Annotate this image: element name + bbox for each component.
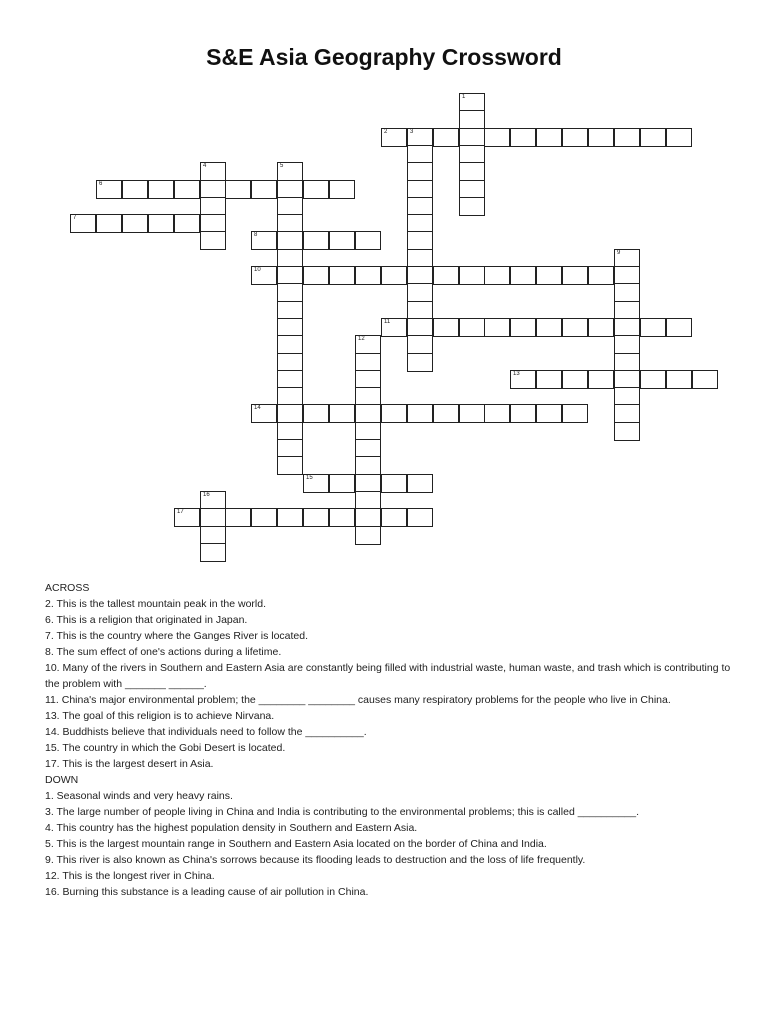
- page-title: S&E Asia Geography Crossword: [206, 44, 562, 70]
- across-clue: 14. Buddhists believe that individuals need to follow the __________.: [45, 726, 367, 738]
- grid-cell[interactable]: [381, 318, 407, 337]
- grid-cell[interactable]: [459, 162, 485, 181]
- grid-cell[interactable]: [614, 422, 640, 441]
- down-clue: 12. This is the longest river in China.: [45, 870, 215, 882]
- across-clue: 6. This is a religion that originated in Japan.: [45, 614, 248, 626]
- grid-cell[interactable]: [407, 474, 433, 493]
- grid-cell[interactable]: [355, 508, 381, 527]
- grid-cell[interactable]: [329, 508, 355, 527]
- grid-cell[interactable]: [329, 266, 355, 285]
- grid-cell[interactable]: [407, 353, 433, 372]
- grid-cell[interactable]: [407, 404, 433, 423]
- grid-cell[interactable]: [303, 180, 329, 199]
- grid-cell[interactable]: [174, 180, 200, 199]
- grid-cell[interactable]: [303, 508, 329, 527]
- grid-cell[interactable]: [536, 318, 562, 337]
- grid-cell[interactable]: [381, 474, 407, 493]
- grid-cell[interactable]: [277, 283, 303, 302]
- clue-number: 6: [99, 181, 103, 187]
- grid-cell[interactable]: [588, 128, 614, 147]
- grid-cell[interactable]: [96, 214, 122, 233]
- grid-cell[interactable]: [536, 404, 562, 423]
- grid-cell[interactable]: [277, 456, 303, 475]
- grid-cell[interactable]: [355, 266, 381, 285]
- clue-number: 1: [462, 94, 466, 100]
- across-clue: 17. This is the largest desert in Asia.: [45, 758, 214, 770]
- grid-cell[interactable]: [381, 266, 407, 285]
- grid-cell[interactable]: [225, 180, 251, 199]
- grid-cell[interactable]: [355, 456, 381, 475]
- across-heading: ACROSS: [45, 582, 90, 594]
- grid-cell[interactable]: [433, 318, 459, 337]
- grid-cell[interactable]: [614, 335, 640, 354]
- grid-cell[interactable]: [251, 231, 277, 250]
- grid-cell[interactable]: [459, 197, 485, 216]
- grid-cell[interactable]: [251, 508, 277, 527]
- grid-cell[interactable]: [484, 404, 510, 423]
- grid-cell[interactable]: [277, 404, 303, 423]
- grid-cell[interactable]: [484, 318, 510, 337]
- grid-cell[interactable]: [407, 508, 433, 527]
- clue-number: 13: [513, 371, 520, 377]
- grid-cell[interactable]: [329, 474, 355, 493]
- grid-cell[interactable]: [122, 180, 148, 199]
- grid-cell[interactable]: [459, 404, 485, 423]
- grid-cell[interactable]: [277, 508, 303, 527]
- grid-cell[interactable]: [562, 404, 588, 423]
- clue-number: 9: [617, 250, 621, 256]
- across-clue: 10. Many of the rivers in Southern and Eastern Asia are constantly being filled with industrial waste, human waste, and trash which is contributing to the problem with _______ ______.: [45, 662, 731, 690]
- grid-cell[interactable]: [588, 266, 614, 285]
- grid-cell[interactable]: [148, 180, 174, 199]
- grid-cell[interactable]: [70, 214, 96, 233]
- down-clue: 3. The large number of people living in China and India is contributing to the environmental problems; this is called __________.: [45, 806, 640, 818]
- grid-cell[interactable]: [329, 231, 355, 250]
- across-clue: 7. This is the country where the Ganges River is located.: [45, 630, 309, 642]
- grid-cell[interactable]: [381, 508, 407, 527]
- down-heading: DOWN: [45, 774, 79, 786]
- grid-cell[interactable]: [510, 370, 536, 389]
- clue-number: 15: [306, 475, 313, 481]
- grid-cell[interactable]: [381, 404, 407, 423]
- grid-cell[interactable]: [562, 266, 588, 285]
- grid-cell[interactable]: [536, 266, 562, 285]
- grid-cell[interactable]: [148, 214, 174, 233]
- grid-cell[interactable]: [251, 266, 277, 285]
- grid-cell[interactable]: [381, 128, 407, 147]
- grid-cell[interactable]: [640, 128, 666, 147]
- across-clue: 11. China's major environmental problem; the ________ ________ causes many respiratory problems for the people who live in China.: [45, 694, 671, 706]
- grid-cell[interactable]: [122, 214, 148, 233]
- grid-cell[interactable]: [510, 404, 536, 423]
- clue-list: [45, 580, 735, 900]
- grid-cell[interactable]: [536, 128, 562, 147]
- clue-number: 7: [73, 215, 77, 221]
- grid-cell[interactable]: [407, 231, 433, 250]
- grid-cell[interactable]: [640, 370, 666, 389]
- grid-cell[interactable]: [666, 370, 692, 389]
- across-clue: 13. The goal of this religion is to achieve Nirvana.: [45, 710, 275, 722]
- grid-cell[interactable]: [355, 526, 381, 545]
- grid-cell[interactable]: [433, 266, 459, 285]
- grid-cell[interactable]: [536, 370, 562, 389]
- grid-cell[interactable]: [640, 318, 666, 337]
- grid-cell[interactable]: [329, 180, 355, 199]
- grid-cell[interactable]: [407, 335, 433, 354]
- grid-cell[interactable]: [562, 370, 588, 389]
- grid-cell[interactable]: [251, 180, 277, 199]
- grid-cell[interactable]: [407, 162, 433, 181]
- grid-cell[interactable]: [96, 180, 122, 199]
- grid-cell[interactable]: [303, 231, 329, 250]
- down-clue: 16. Burning this substance is a leading cause of air pollution in China.: [45, 886, 369, 898]
- clue-number: 8: [254, 232, 258, 238]
- grid-cell[interactable]: [459, 318, 485, 337]
- across-clue: 15. The country in which the Gobi Desert is located.: [45, 742, 286, 754]
- down-clue: 1. Seasonal winds and very heavy rains.: [45, 790, 233, 802]
- clue-number: 11: [384, 319, 391, 325]
- grid-cell[interactable]: [459, 266, 485, 285]
- down-clue: 5. This is the largest mountain range in Southern and Eastern Asia located on the border of China and India.: [45, 838, 547, 850]
- grid-cell[interactable]: [174, 214, 200, 233]
- grid-cell[interactable]: [200, 162, 226, 181]
- grid-cell[interactable]: [459, 110, 485, 129]
- grid-cell[interactable]: [329, 404, 355, 423]
- grid-cell[interactable]: [277, 335, 303, 354]
- grid-cell[interactable]: [200, 231, 226, 250]
- grid-cell[interactable]: [200, 543, 226, 562]
- clue-number: 10: [254, 267, 261, 273]
- grid-cell[interactable]: [355, 404, 381, 423]
- across-clue: 2. This is the tallest mountain peak in the world.: [45, 598, 267, 610]
- grid-cell[interactable]: [588, 370, 614, 389]
- clue-number: 12: [358, 336, 365, 342]
- grid-cell[interactable]: [303, 266, 329, 285]
- grid-cell[interactable]: [251, 404, 277, 423]
- grid-cell[interactable]: [225, 508, 251, 527]
- grid-cell[interactable]: [303, 404, 329, 423]
- grid-cell[interactable]: [433, 404, 459, 423]
- grid-cell[interactable]: [355, 335, 381, 354]
- down-clue: 9. This river is also known as China's sorrows because its flooding leads to destruction and the loss of life frequently.: [45, 854, 586, 866]
- grid-cell[interactable]: [614, 283, 640, 302]
- clue-number: 2: [384, 129, 388, 135]
- grid-cell[interactable]: [510, 128, 536, 147]
- grid-cell[interactable]: [174, 508, 200, 527]
- grid-cell[interactable]: [433, 128, 459, 147]
- grid-cell[interactable]: [562, 128, 588, 147]
- grid-cell[interactable]: [666, 128, 692, 147]
- grid-cell[interactable]: [692, 370, 718, 389]
- grid-cell[interactable]: [277, 162, 303, 181]
- clue-number: 14: [254, 405, 261, 411]
- grid-cell[interactable]: [484, 266, 510, 285]
- grid-cell[interactable]: [588, 318, 614, 337]
- across-clue: 8. The sum effect of one's actions during a lifetime.: [45, 646, 282, 658]
- grid-cell[interactable]: [666, 318, 692, 337]
- grid-cell[interactable]: [303, 474, 329, 493]
- grid-cell[interactable]: [277, 231, 303, 250]
- grid-cell[interactable]: [562, 318, 588, 337]
- down-clue: 4. This country has the highest population density in Southern and Eastern Asia.: [45, 822, 418, 834]
- grid-cell[interactable]: [200, 508, 226, 527]
- grid-cell[interactable]: [510, 318, 536, 337]
- grid-cell[interactable]: [614, 128, 640, 147]
- grid-cell[interactable]: [484, 128, 510, 147]
- clue-number: 17: [177, 509, 184, 515]
- clue-number: 16: [203, 492, 210, 498]
- clue-number: 3: [410, 129, 414, 135]
- grid-cell[interactable]: [355, 231, 381, 250]
- clue-number: 5: [280, 163, 284, 169]
- grid-cell[interactable]: [510, 266, 536, 285]
- grid-cell[interactable]: [614, 404, 640, 423]
- grid-cell[interactable]: [407, 283, 433, 302]
- clue-number: 4: [203, 163, 207, 169]
